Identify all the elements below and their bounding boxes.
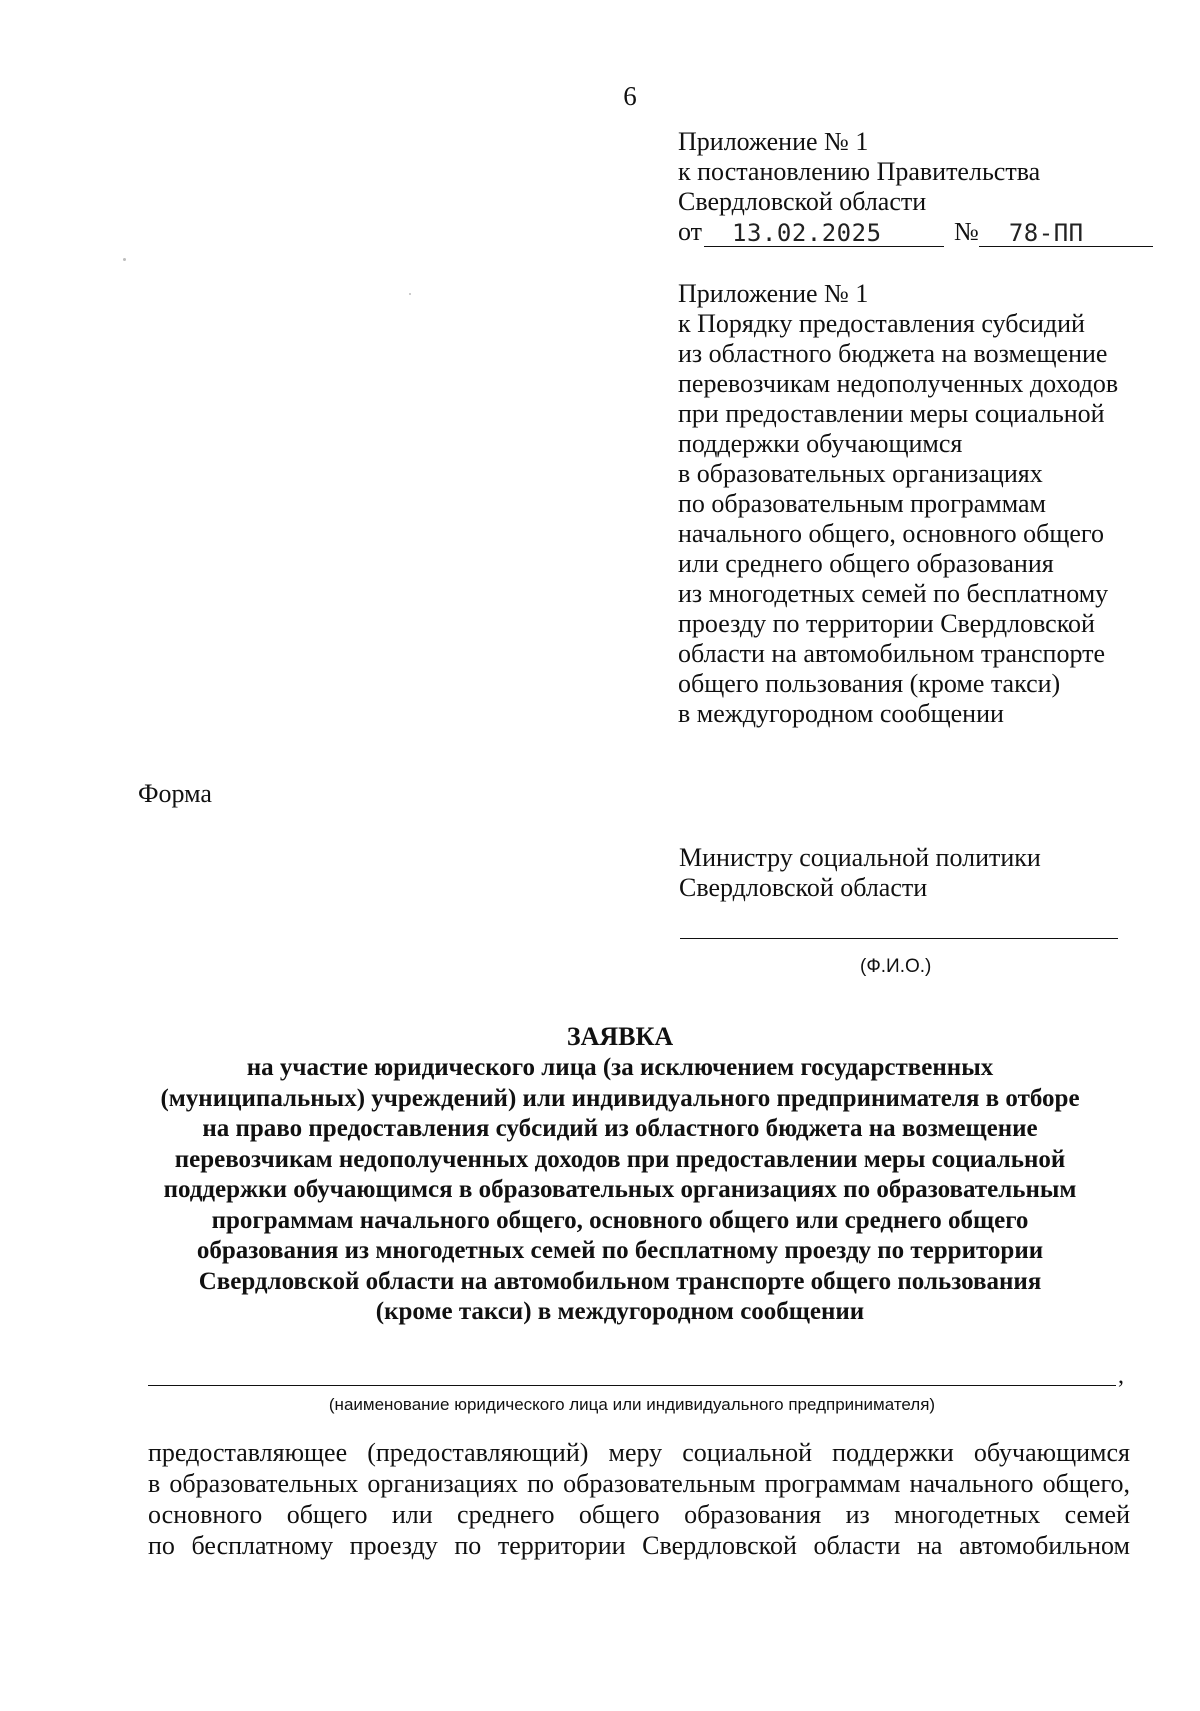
applicant-name-comma: , [1118, 1363, 1124, 1389]
resolution-number-field: 78-ПП [979, 220, 1153, 247]
body-line: основного общего или среднего общего образования из многодетных семей [148, 1500, 1130, 1529]
fio-caption: (Ф.И.О.) [860, 956, 932, 977]
body-line: в образовательных организациях по образовательным программам начального общего, [148, 1469, 1130, 1498]
appendix-procedure-line: в образовательных организациях [678, 459, 1043, 488]
applicant-name-underline [148, 1385, 1116, 1386]
document-subtitle [130, 1053, 1110, 1328]
resolution-date-number-row [678, 217, 1153, 247]
subtitle-line: образования из многодетных семей по бесплатному проезду по территории [196, 1237, 1044, 1264]
appendix-procedure-line: в междугородном сообщении [678, 699, 1004, 728]
appendix-procedure-line: перевозчикам недополученных доходов [678, 369, 1119, 398]
appendix-procedure-line: общего пользования (кроме такси) [678, 669, 1061, 698]
appendix-procedure-line: проезду по территории Свердловской [678, 609, 1095, 638]
appendix-resolution-line: Свердловской области [678, 187, 927, 216]
subtitle-line: Свердловской области на автомобильном транспорте общего пользования [198, 1267, 1042, 1295]
scan-speck [409, 293, 411, 295]
appendix-procedure-line: из областного бюджета на возмещение [678, 339, 1108, 368]
appendix-resolution-line: к постановлению Правительства [678, 157, 1041, 186]
page-number: 6 [623, 81, 637, 111]
appendix-resolution-block [678, 127, 1153, 247]
appendix-procedure-line: начального общего, основного общего [678, 519, 1104, 548]
subtitle-line: на право предоставления субсидий из областного бюджета на возмещение [202, 1115, 1038, 1142]
subtitle-line: поддержки обучающимся в образовательных организациях по образовательным [163, 1176, 1077, 1203]
body-line: по бесплатному проезду по территории Свердловской области на автомобильном [148, 1531, 1130, 1560]
appendix-procedure-line: или среднего общего образования [678, 549, 1054, 578]
subtitle-line: программам начального общего, основного общего или среднего общего [211, 1206, 1029, 1234]
appendix-procedure-line: Приложение № 1 [678, 279, 869, 308]
appendix-procedure-block [678, 279, 1118, 729]
body-paragraph [148, 1437, 1130, 1561]
subtitle-line: на участие юридического лица (за исключением государственных [246, 1054, 994, 1081]
subtitle-line: (муниципальных) учреждений) или индивидуального предпринимателя в отборе [160, 1084, 1080, 1112]
scan-speck [123, 258, 126, 261]
form-label: Форма [138, 779, 212, 808]
body-line: предоставляющее (предоставляющий) меру социальной поддержки обучающимся [148, 1438, 1130, 1467]
appendix-procedure-line: по образовательным программам [678, 489, 1047, 518]
subtitle-line: (кроме такси) в междугородном сообщении [375, 1298, 865, 1325]
appendix-procedure-line: области на автомобильном транспорте [678, 639, 1106, 668]
appendix-procedure-line: из многодетных семей по бесплатному [678, 579, 1109, 608]
appendix-procedure-line: при предоставлении меры социальной [678, 399, 1105, 428]
addressee-block [679, 843, 1041, 903]
resolution-date-field: 13.02.2025 [704, 220, 944, 247]
addressee-line: Свердловской области [679, 873, 928, 902]
subtitle-line: перевозчикам недополученных доходов при предоставлении меры социальной [174, 1145, 1066, 1173]
number-label: № [954, 217, 979, 246]
addressee-line: Министру социальной политики [679, 843, 1041, 872]
appendix-procedure-line: к Порядку предоставления субсидий [678, 309, 1085, 338]
document-title: ЗАЯВКА [566, 1022, 674, 1051]
appendix-procedure-line: поддержки обучающимся [678, 429, 963, 458]
applicant-name-caption: (наименование юридического лица или индивидуального предпринимателя) [328, 1395, 936, 1414]
appendix-resolution-line: Приложение № 1 [678, 127, 869, 156]
fio-underline [680, 938, 1118, 939]
date-label: от [678, 217, 703, 246]
